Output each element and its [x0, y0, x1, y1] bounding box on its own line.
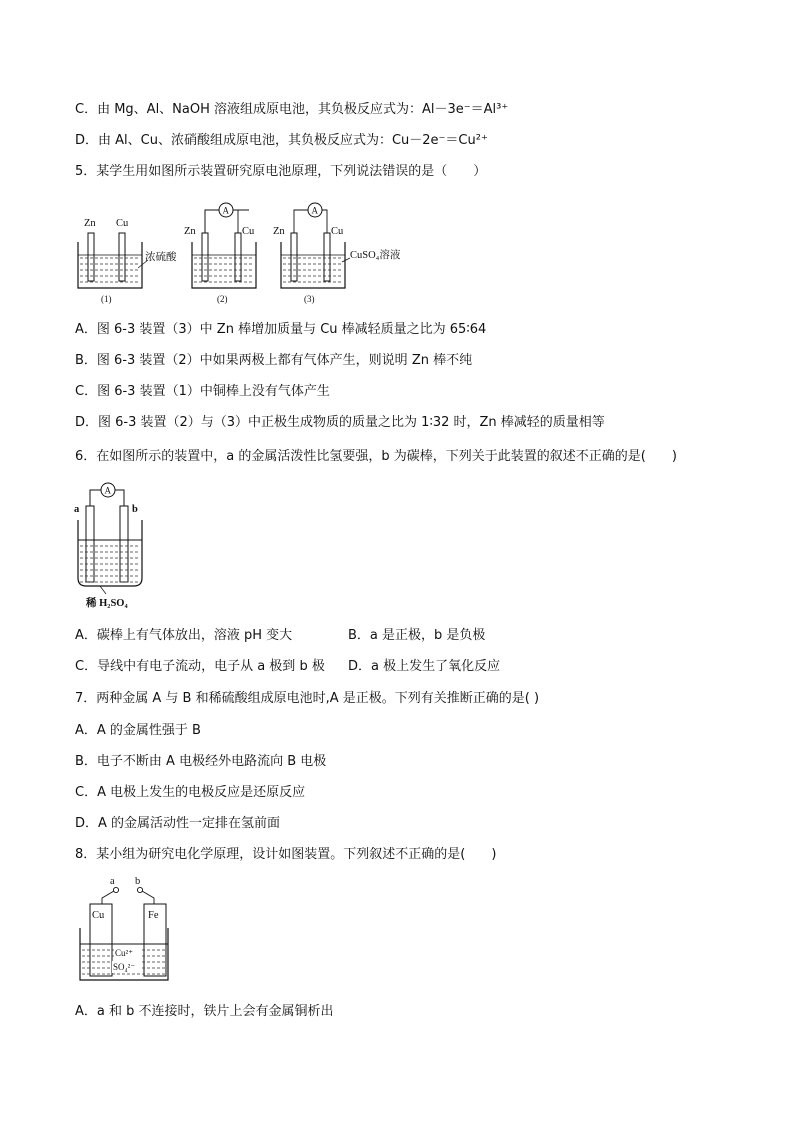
q6-option-c: C．导线中有电子流动，电子从 a 极到 b 极 — [75, 659, 325, 674]
q5-b3-zn-label: Zn — [273, 226, 285, 237]
q4-option-c: C．由 Mg、Al、NaOH 溶液组成原电池，其负极反应式为：Al－3e⁻＝Al³⁺ — [75, 102, 509, 117]
q6-electrode-a — [86, 506, 94, 582]
q5-caption-3: (3) — [304, 294, 315, 304]
svg-text:A: A — [104, 485, 111, 496]
q5-option-c: C．图 6-3 装置（1）中铜棒上没有气体产生 — [75, 384, 330, 399]
q5-caption-2: (2) — [217, 294, 228, 304]
q7-option-b: B．电子不断由 A 电极经外电路流向 B 电极 — [75, 754, 327, 769]
q8-option-a: A．a 和 b 不连接时，铁片上会有金属铜析出 — [75, 1004, 334, 1019]
q6-electrode-b — [120, 506, 128, 582]
q5-beaker-1 — [78, 218, 148, 304]
q5-option-b: B．图 6-3 装置（2）中如果两极上都有气体产生，则说明 Zn 棒不纯 — [75, 353, 473, 368]
q5-caption-1: (1) — [101, 294, 112, 304]
q5-b3-cu-label: Cu — [331, 226, 344, 237]
q5-option-a: A．图 6-3 装置（3）中 Zn 棒增加质量与 Cu 棒减轻质量之比为 65∶64 — [75, 322, 487, 337]
q5-b2-cu-label: Cu — [242, 226, 255, 237]
q6-b-label: b — [132, 504, 138, 515]
q8-ion-so4: SO₄²⁻ — [113, 962, 136, 972]
q7-option-a: A．A 的金属性强于 B — [75, 723, 201, 738]
q8-cu-label: Cu — [92, 910, 105, 921]
q8-terminal-a — [113, 887, 118, 892]
q8-ion-cu: Cu²⁺ — [115, 948, 133, 958]
q5-cuso4-label: CuSO₄溶液 — [350, 250, 401, 261]
q5-b1-zn-label: Zn — [84, 218, 96, 229]
q8-figure — [74, 872, 174, 992]
q6-figure — [70, 478, 160, 610]
q5-b1-cu-label: Cu — [116, 218, 129, 229]
q6-stem: 6．在如图所示的装置中，a 的金属活泼性比氢要强，b 为碳棒，下列关于此装置的叙述不正确的是( ) — [75, 449, 677, 464]
q5-stem: 5．某学生用如图所示装置研究原电池原理，下列说法错误的是（ ） — [75, 164, 487, 179]
q8-a-label: a — [110, 876, 115, 887]
q5-b1-cu-electrode — [119, 233, 125, 281]
q7-option-c: C．A 电极上发生的电极反应是还原反应 — [75, 785, 306, 800]
q8-terminal-b — [137, 887, 142, 892]
q6-option-a: A．碳棒上有气体放出，溶液 pH 变大 — [75, 628, 293, 643]
q8-stem: 8．某小组为研究电化学原理，设计如图装置。下列叙述不正确的是( ) — [75, 847, 497, 862]
q5-option-d: D．图 6-3 装置（2）与（3）中正极生成物质的质量之比为 1∶32 时，Zn 棒减轻的质量相等 — [75, 415, 605, 430]
q6-option-d: D．a 极上发生了氧化反应 — [348, 659, 501, 674]
q8-fe-label: Fe — [148, 910, 159, 921]
q5-beaker-2 — [184, 203, 256, 304]
q5-b1-zn-electrode — [88, 233, 94, 281]
svg-text:A: A — [222, 205, 229, 216]
svg-text:A: A — [311, 205, 318, 216]
q7-option-d: D．A 的金属活动性一定排在氢前面 — [75, 816, 281, 831]
q8-b-label: b — [135, 876, 141, 887]
q4-option-d: D．由 Al、Cu、浓硝酸组成原电池，其负极反应式为：Cu－2e⁻＝Cu²⁺ — [75, 133, 488, 148]
q5-figure — [72, 196, 432, 308]
q5-b2-zn-label: Zn — [184, 226, 196, 237]
q5-beaker-3 — [273, 203, 350, 304]
q6-option-b: B．a 是正极，b 是负极 — [348, 628, 486, 643]
q6-a-label: a — [74, 504, 80, 515]
q5-acid-label: 浓硫酸 — [145, 252, 177, 263]
q6-caption: 稀 H₂SO₄ — [86, 598, 128, 609]
q7-stem: 7．两种金属 A 与 B 和稀硫酸组成原电池时,A 是正极。下列有关推断正确的是( ) — [75, 691, 540, 706]
